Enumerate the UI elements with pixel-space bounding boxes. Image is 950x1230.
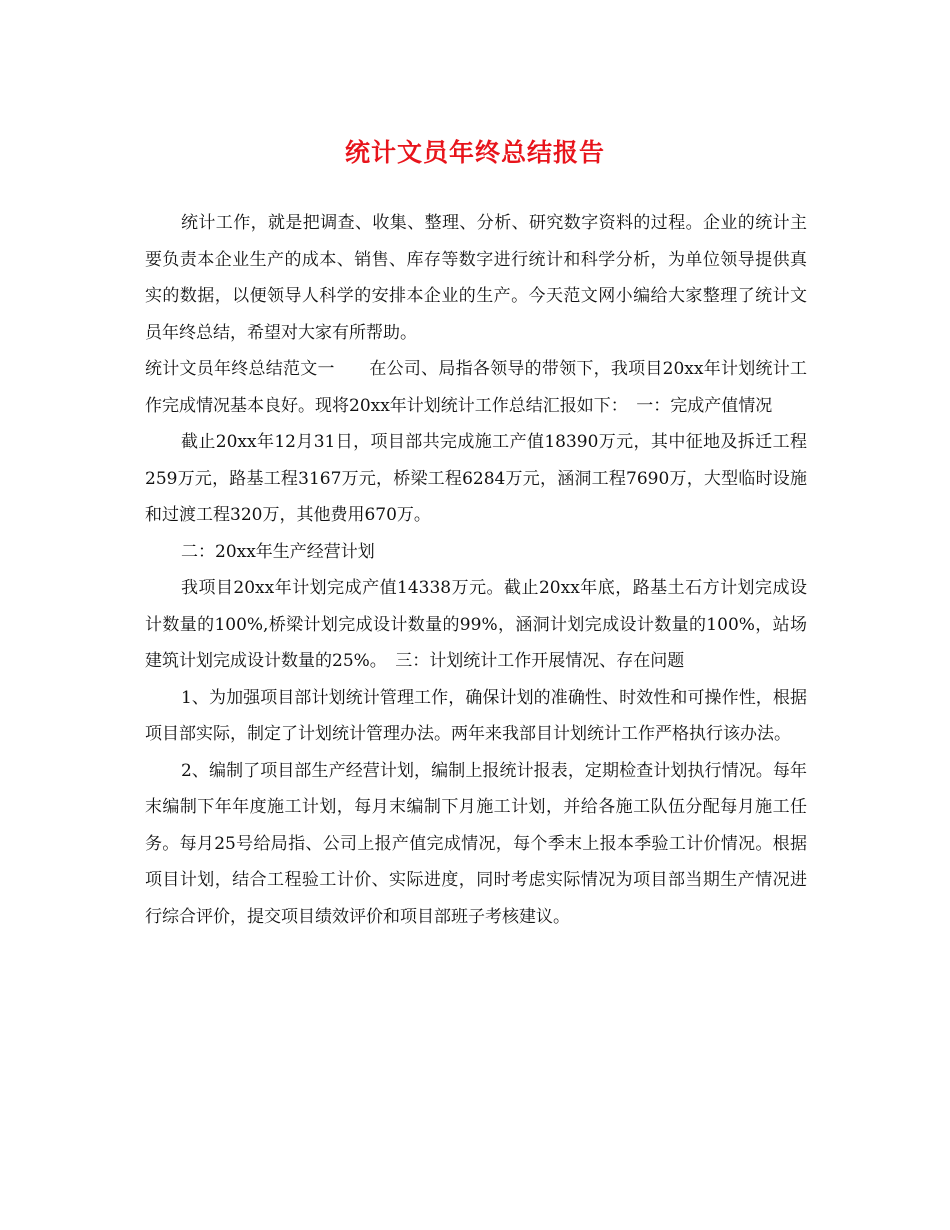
paragraph-sample-heading: 统计文员年终总结范文一 在公司、局指各领导的带领下，我项目20xx年计划统计工作完成情况基本良好。现将20xx年计划统计工作总结汇报如下： 一：完成产值情况: [145, 359, 807, 416]
document-body: [145, 205, 807, 935]
section-heading-plan: 二：20xx年生产经营计划: [181, 541, 375, 562]
paragraph-intro: 统计工作，就是把调查、收集、整理、分析、研究数字资料的过程。企业的统计主要负责本企业生产的成本、销售、库存等数字进行统计和科学分析，为单位领导提供真实的数据，以便领导人科学的安排本企业的生产。今天范文网小编给大家整理了统计文员年终总结，希望对大家有所帮助。: [145, 213, 807, 343]
paragraph-output-value: 截止20xx年12月31日，项目部共完成施工产值18390万元，其中征地及拆迁工程259万元，路基工程3167万元，桥梁工程6284万元，涵洞工程7690万，大型临时设施和过渡工程320万，其他费用670万。: [145, 432, 807, 525]
paragraph-item-1: 1、为加强项目部计划统计管理工作，确保计划的准确性、时效性和可操作性，根据项目部实际，制定了计划统计管理办法。两年来我部目计划统计工作严格执行该办法。: [145, 687, 807, 744]
paragraph-item-2: 2、编制了项目部生产经营计划，编制上报统计报表，定期检查计划执行情况。每年末编制下年年度施工计划，每月末编制下月施工计划，并给各施工队伍分配每月施工任务。每月25号给局指、公司上报产值完成情况，每个季末上报本季验工计价情况。根据项目计划，结合工程验工计价、实际进度，同时考虑实际情况为项目部当期生产情况进行综合评价，提交项目绩效评价和项目部班子考核建议。: [145, 760, 807, 927]
paragraph-plan: 我项目20xx年计划完成产值14338万元。截止20xx年底，路基土石方计划完成设计数量的100%,桥梁计划完成设计数量的99%，涵洞计划完成设计数量的100%，站场建筑计划完成设计数量的25%。 三：计划统计工作开展情况、存在问题: [145, 578, 807, 671]
document-title: 统计文员年终总结报告: [344, 138, 605, 167]
